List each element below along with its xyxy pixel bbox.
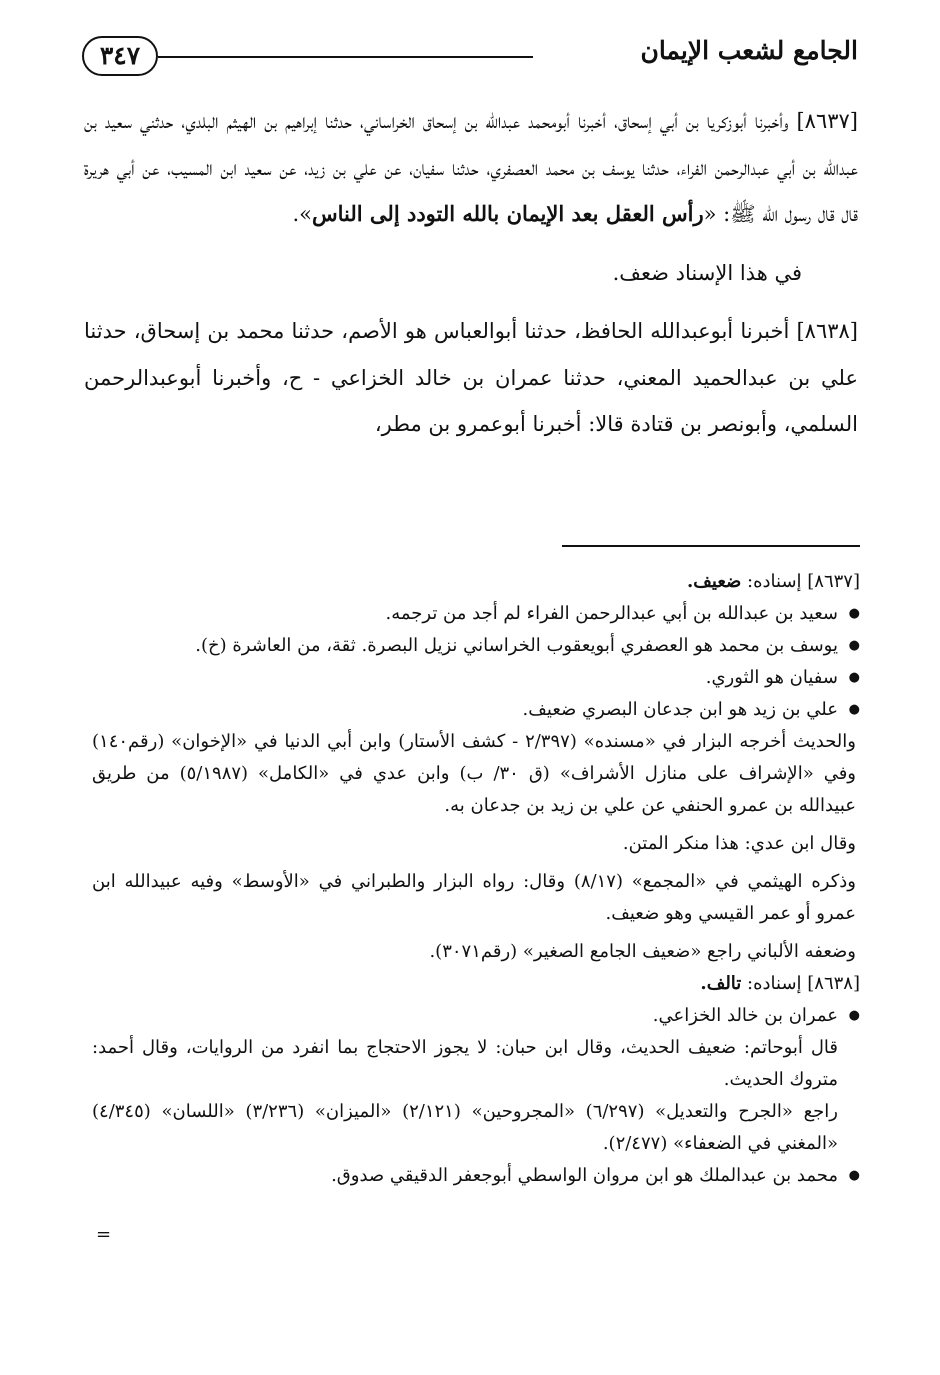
footnote-8638-references: راجع «الجرح والتعديل» (٦/٢٩٧) «المجروحين» (٢/١٢١) «الميزان» (٣/٢٣٦) «اللسان» (٤/٣٤٥) «المغني في الضعفاء» (٢/٤٧٧). [92, 1101, 838, 1154]
footnote-8638-bullet: ● عمران بن خالد الخزاعي. [92, 1000, 860, 1032]
hadith-8637-matn: رأس العقل بعد الإيمان بالله التودد إلى الناس [312, 201, 704, 226]
footnote-8638-grade: تالف. [700, 973, 742, 994]
hadith-8637-isnad: [٨٦٣٧] وأخبرنا أبوزكريا بن أبي إسحاق، أخبرنا أبومحمد عبدالله بن إسحاق الخراساني، حدثنا إبراهيم بن الهيثم البلدي، حدثني سعيد بن عبدالله بن أبي عبدالرحمن الفراء، حدثنا يوسف بن محمد العصفري، حدثنا سفيان، عن علي بن زيد، عن سعيد ابن المسيب، عن أبي هريرة قال قال رسول الله ﷺ: « [84, 109, 858, 226]
footnote-8637-heading [92, 566, 860, 598]
footnote-8637-bullet: ● علي بن زيد هو ابن جدعان البصري ضعيف. [92, 694, 860, 726]
footnote-8637-haythami: وذكره الهيثمي في «المجمع» (٨/١٧) وقال: رواه البزار والطبراني في «الأوسط» وفيه عبيدالله ابن عمرو أو عمر القيسي وهو ضعيف. [92, 871, 856, 924]
footnotes [92, 566, 860, 1192]
footnote-8638-jarh: قال أبوحاتم: ضعيف الحديث، وقال ابن حبان: لا يجوز الاحتجاج بما انفرد من الروايات، وقال أحمد: متروك الحديث. [92, 1037, 838, 1090]
page-number: ٣٤٧ [82, 36, 158, 76]
footnote-8638-bullet: ● محمد بن عبدالملك هو ابن مروان الواسطي أبوجعفر الدقيقي صدوق. [92, 1160, 860, 1192]
footnote-8637-takhrij: والحديث أخرجه البزار في «مسنده» (٢/٣٩٧ - كشف الأستار) وابن أبي الدنيا في «الإخوان» (رقم١٤٠) وفي «الإشراف على منازل الأشراف» (ق ٣٠/ ب) وابن عدي في «الكامل» (٥/١٩٨٧) من طريق عبيدالله بن عمرو الحنفي عن علي بن زيد بن جدعان به. [92, 731, 857, 816]
footnote-8637-bullet: ● سفيان هو الثوري. [92, 662, 860, 694]
running-title: الجامع لشعب الإيمان [640, 36, 858, 65]
footnote-8637-ibn-adi: وقال ابن عدي: هذا منكر المتن. [622, 833, 856, 854]
footnote-8637-albani: وضعفه الألباني راجع «ضعيف الجامع الصغير» (رقم٣٠٧١). [429, 941, 856, 962]
main-text [84, 98, 858, 448]
page-header [82, 32, 858, 82]
footnote-8637-grade: ضعيف. [687, 571, 742, 592]
continuation-mark: = [96, 1224, 112, 1245]
footnote-separator [562, 545, 860, 547]
author-comment: في هذا الإسناد ضعف. [612, 260, 802, 285]
header-rule [158, 56, 533, 58]
hadith-8638: [٨٦٣٨] أخبرنا أبوعبدالله الحافظ، حدثنا أبوالعباس هو الأصم، حدثنا محمد بن إسحاق، حدثنا علي بن عبدالحميد المعني، حدثنا عمران بن خالد الخزاعي - ح، وأخبرنا أبوعبدالرحمن السلمي، وأبونصر بن قتادة قالا: أخبرنا أبوعمرو بن مطر، [84, 319, 858, 436]
footnote-8637-label: [٨٦٣٧] إسناده: [741, 571, 860, 592]
hadith-8637 [84, 98, 858, 238]
footnote-8638-label: [٨٦٣٨] إسناده: [741, 973, 860, 994]
hadith-8637-tail: ». [292, 202, 313, 226]
footnote-8637-bullet: ● يوسف بن محمد هو العصفري أبويعقوب الخراساني نزيل البصرة. ثقة، من العاشرة (خ). [92, 630, 860, 662]
footnote-8637-bullet: ● سعيد بن عبدالله بن أبي عبدالرحمن الفراء لم أجد من ترجمه. [92, 598, 860, 630]
footnote-8638-heading [92, 968, 860, 1000]
